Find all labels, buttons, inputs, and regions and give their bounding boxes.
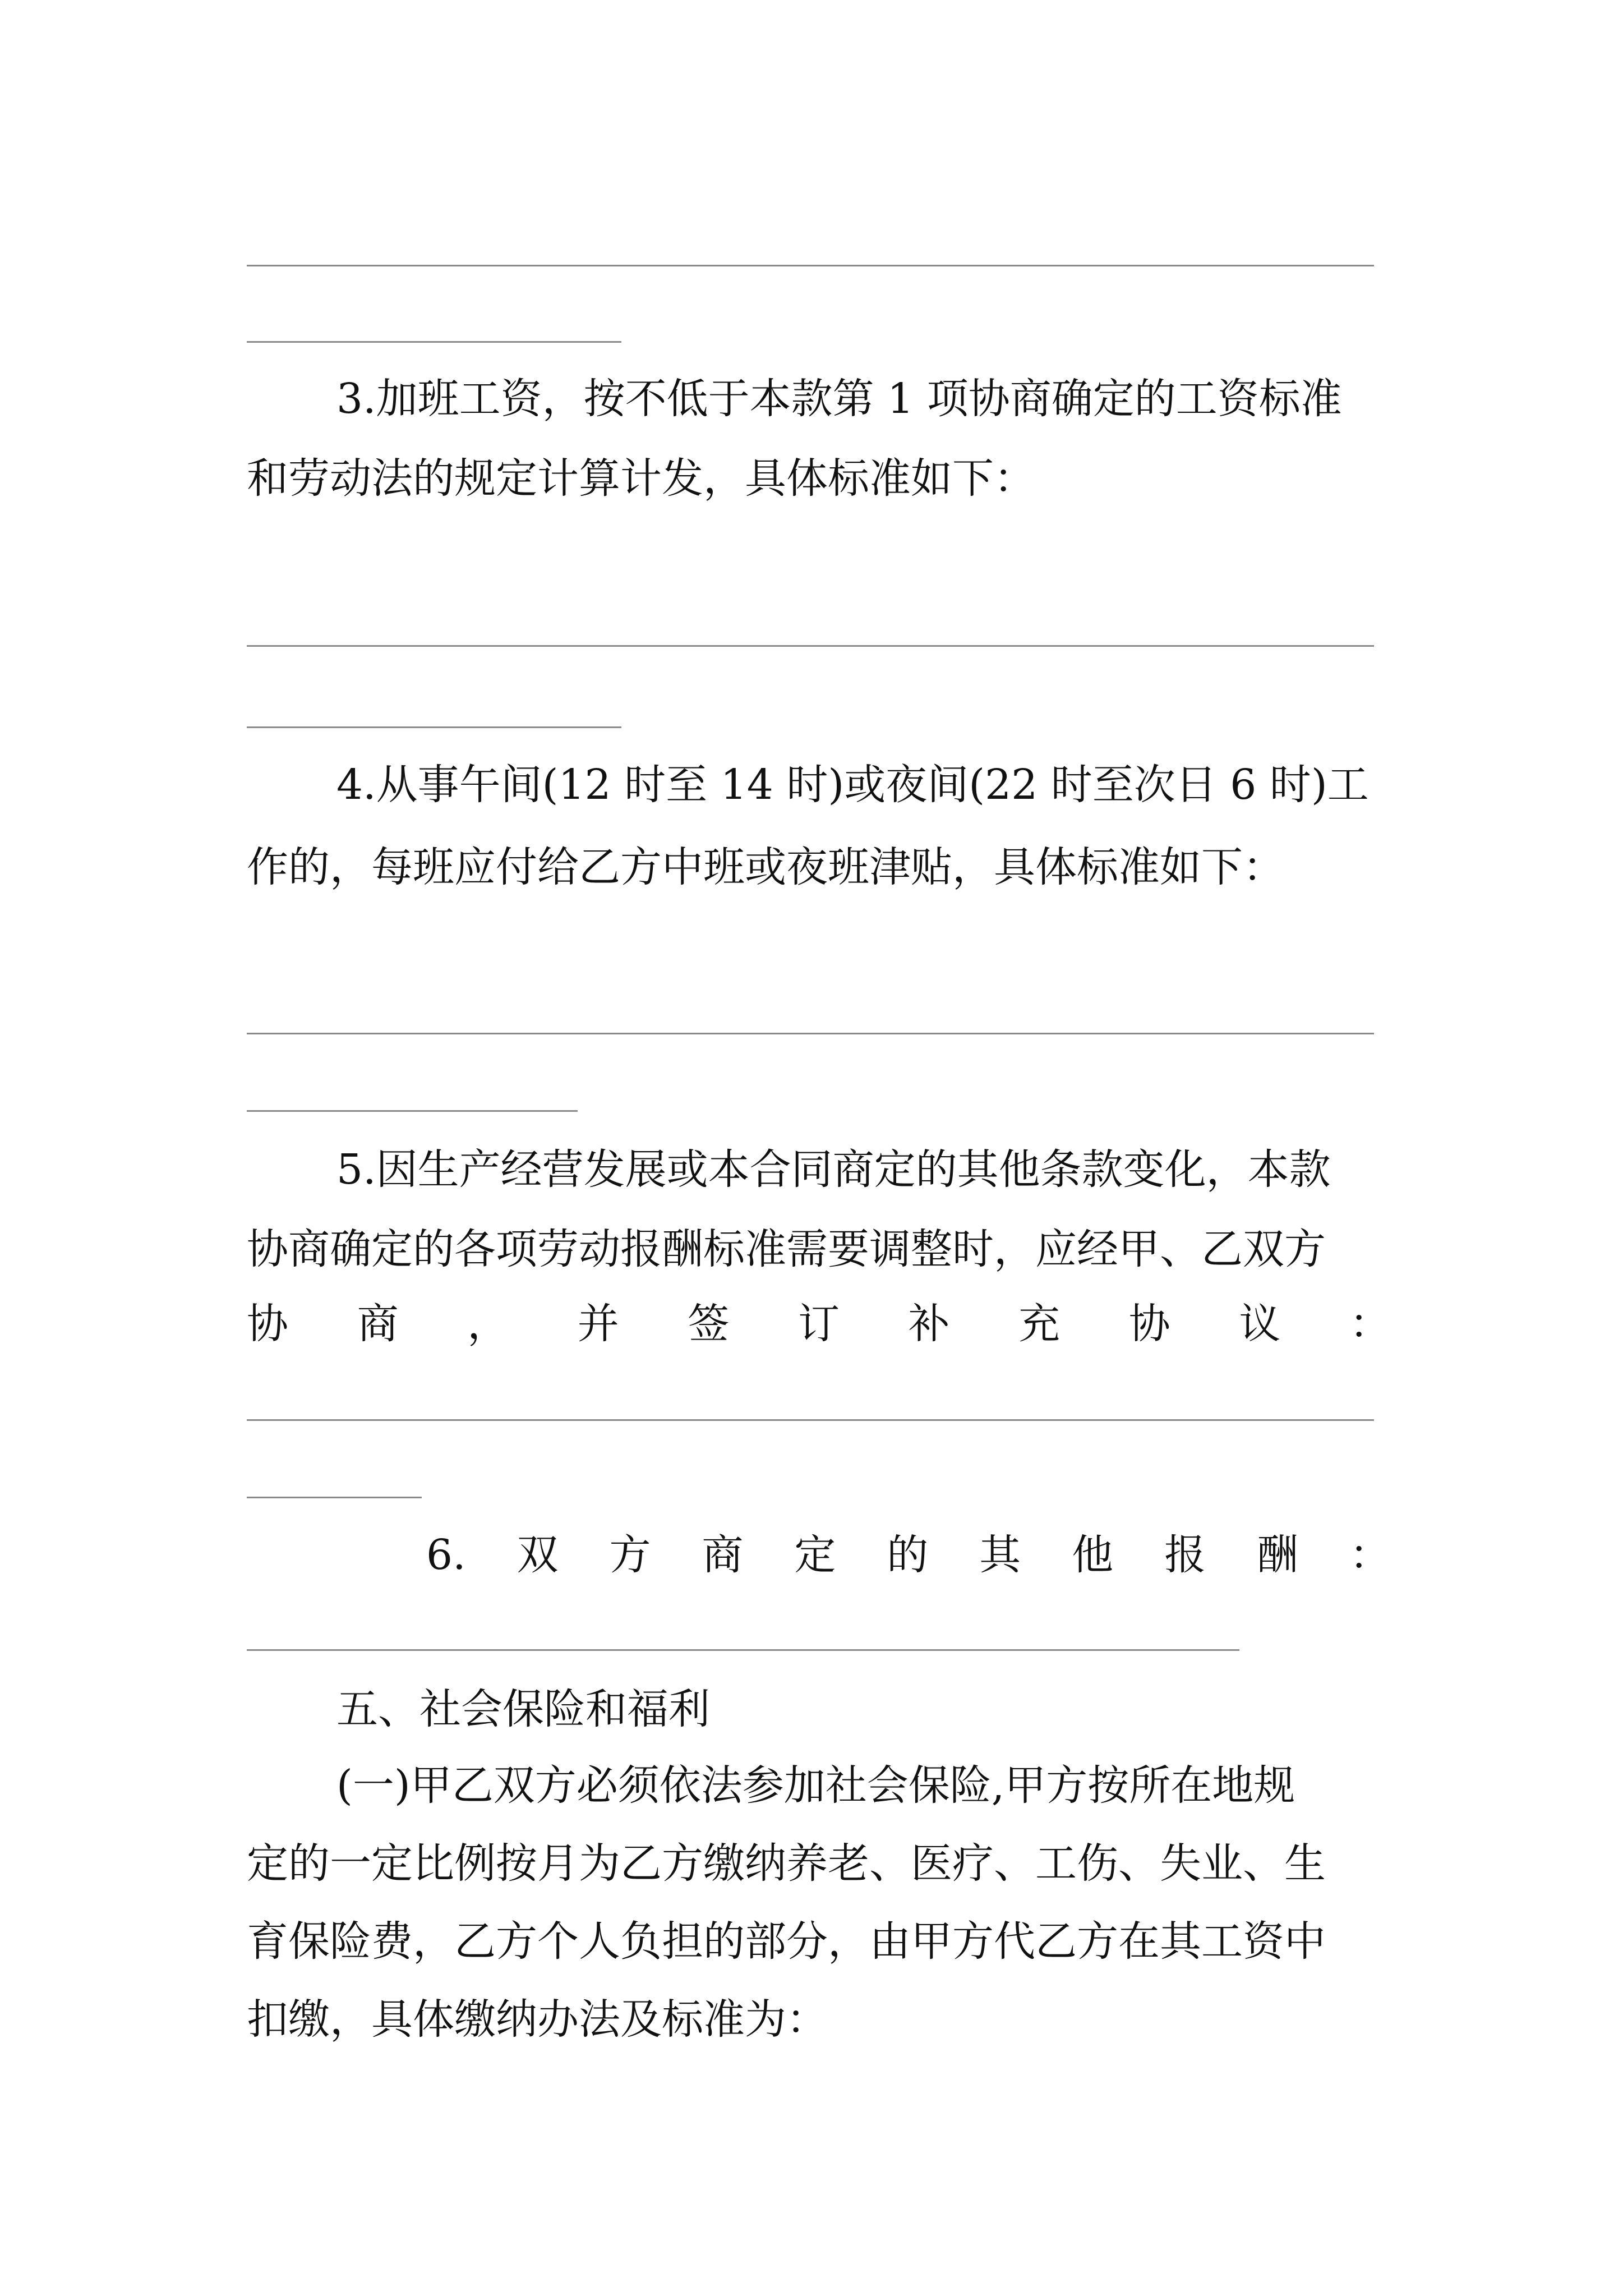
item-4-line-2: 作的，每班应付给乙方中班或夜班津贴，具体标准如下： [247, 843, 1284, 891]
section-5-line-3: 育保险费，乙方个人负担的部分，由甲方代乙方在其工资中 [247, 1917, 1326, 1966]
char: 的 [887, 1531, 929, 1579]
item-4-line-1: 4.从事午间(12 时至 14 时)或夜间(22 时至次日 6 时)工 [336, 761, 1369, 809]
char: 商 [357, 1300, 399, 1348]
char: 充 [1018, 1300, 1061, 1348]
section-5-line-4: 扣缴，具体缴纳办法及标准为： [247, 1995, 828, 2044]
char: ： [1349, 1531, 1391, 1579]
char: 6. [426, 1531, 466, 1579]
blank-line [247, 1497, 422, 1498]
char: 方 [609, 1531, 651, 1579]
blank-line [247, 1649, 1239, 1651]
char: 协 [1128, 1300, 1170, 1348]
section-5-line-2: 定的一定比例按月为乙方缴纳养老、医疗、工伤、失业、生 [247, 1839, 1326, 1888]
section-5-line-1: (一)甲乙双方必须依法参加社会保险,甲方按所在地规 [336, 1761, 1295, 1810]
blank-line [247, 341, 621, 343]
blank-line [247, 1419, 1374, 1421]
char: 报 [1164, 1531, 1206, 1579]
char: 议 [1239, 1300, 1281, 1348]
char: 补 [908, 1300, 950, 1348]
section-heading: 五、社会保险和福利 [336, 1685, 710, 1733]
item-6-line [426, 1531, 1391, 1579]
item-3-line-1: 3.加班工资，按不低于本款第 1 项协商确定的工资标准 [336, 375, 1342, 423]
char: 他 [1072, 1531, 1114, 1579]
char: 定 [794, 1531, 836, 1579]
char: ， [467, 1300, 509, 1348]
char: 其 [979, 1531, 1021, 1579]
item-5-line-1: 5.因生产经营发展或本合同商定的其他条款变化，本款 [336, 1145, 1331, 1194]
char: 签 [688, 1300, 730, 1348]
char: 订 [797, 1300, 840, 1348]
blank-line [247, 1033, 1374, 1034]
blank-line [247, 726, 621, 728]
char: 协 [247, 1300, 288, 1348]
char: 双 [517, 1531, 559, 1579]
item-5-line-2: 协商确定的各项劳动报酬标准需要调整时，应经甲、乙双方 [247, 1225, 1326, 1273]
char: 商 [702, 1531, 744, 1579]
item-3-line-2: 和劳动法的规定计算计发，具体标准如下： [247, 454, 1035, 503]
char: 酬 [1257, 1531, 1299, 1579]
char: 并 [577, 1300, 619, 1348]
blank-line [247, 265, 1374, 266]
blank-line [247, 645, 1374, 647]
blank-line [247, 1110, 578, 1112]
item-5-line-3 [247, 1300, 1391, 1348]
char: ： [1349, 1300, 1391, 1348]
